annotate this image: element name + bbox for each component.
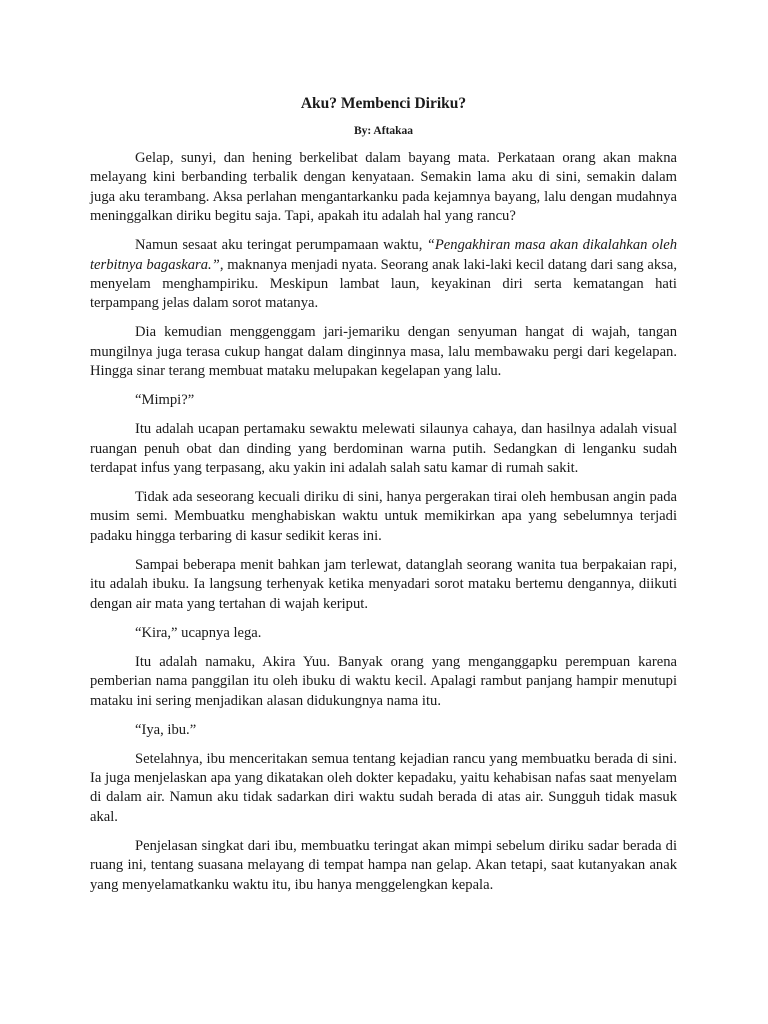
document-title: Aku? Membenci Diriku?	[300, 95, 467, 112]
paragraph: Tidak ada seseorang kecuali diriku di sini, hanya pergerakan tirai oleh hembusan angin pada musim semi. Membuatku menghabiskan waktu untuk memikirkan apa yang sebelumnya terjadi padaku hingga terbaring di kasur sedikit keras ini.	[90, 489, 677, 544]
paragraph: “Kira,” ucapnya lega.	[135, 624, 262, 641]
paragraph: Itu adalah ucapan pertamaku sewaktu melewati silaunya cahaya, dan hasilnya adalah visual ruangan penuh obat dan dinding yang berdominan warna putih. Sedangkan di lenganku sudah terdapat infus yang terpasang, aku yakin ini adalah salah satu kamar di rumah sakit.	[90, 421, 677, 477]
paragraph: Penjelasan singkat dari ibu, membuatku teringat akan mimpi sebelum diriku sadar berada di ruang ini, tentang suasana melayang di tempat hampa nan gelap. Akan tetapi, saat kutanyakan anak yang menyelamatkanku waktu itu, ibu hanya menggelengkan kepala.	[90, 837, 677, 893]
paragraph: “Mimpi?”	[135, 392, 195, 409]
paragraph	[90, 236, 677, 314]
document-page	[90, 94, 677, 905]
paragraph: Sampai beberapa menit bahkan jam terlewat, datanglah seorang wanita tua berpakaian rapi, itu adalah ibuku. Ia langsung terhenyak ketika menyadari sorot mataku bertemu dengannya, diikuti dengan air mata yang tertahan di wajah keriput.	[90, 556, 677, 612]
paragraph: Itu adalah namaku, Akira Yuu. Banyak orang yang menganggapku perempuan karena pemberian nama panggilan itu oleh ibuku di waktu kecil. Apalagi rambut panjang hampir menutupi mataku ini sering menjadikan alasan didukungnya nama itu.	[90, 653, 677, 709]
paragraph-text: , maknanya menjadi nyata. Seorang anak laki-laki kecil datang dari sang aksa, menyelam menghampiriku. Meskipun lambat laun, keyakinan diri serta kematangan hati terpampang jelas dalam sorot matanya.	[90, 256, 677, 312]
paragraph: Setelahnya, ibu menceritakan semua tentang kejadian rancu yang membuatku berada di sini. Ia juga menjelaskan apa yang dikatakan oleh dokter kepadaku, yaitu kehabisan nafas saat menyelam di dalam air. Namun aku tidak sadarkan diri waktu sudah berada di atas air. Sungguh tidak masuk akal.	[90, 750, 677, 825]
author-byline: By: Aftakaa	[353, 125, 414, 137]
paragraph: “Iya, ibu.”	[135, 721, 197, 738]
paragraph: Dia kemudian menggenggam jari-jemariku dengan senyuman hangat di wajah, tangan mungilnya juga terasa cukup hangat dalam dinginnya masa, lalu membawaku pergi dari kegelapan. Hingga sinar terang membuat mataku melupakan kegelapan yang lalu.	[90, 324, 677, 380]
paragraph: Gelap, sunyi, dan hening berkelibat dalam bayang mata. Perkataan orang akan makna melayang kini berbanding terbalik dengan kenyataan. Semakin lama aku di sini, semakin dalam juga aku terambang. Aksa perlahan mengantarkanku pada kejamnya bayang, lalu dengan mudahnya meninggalkan diriku begitu saja. Tapi, apakah itu adalah hal yang rancu?	[90, 150, 677, 225]
italic-quote: “Pengakhiran masa akan dikalahkan oleh terbitnya bagaskara.”	[90, 237, 677, 273]
paragraph-text: Namun sesaat aku teringat perumpamaan waktu,	[135, 237, 427, 254]
